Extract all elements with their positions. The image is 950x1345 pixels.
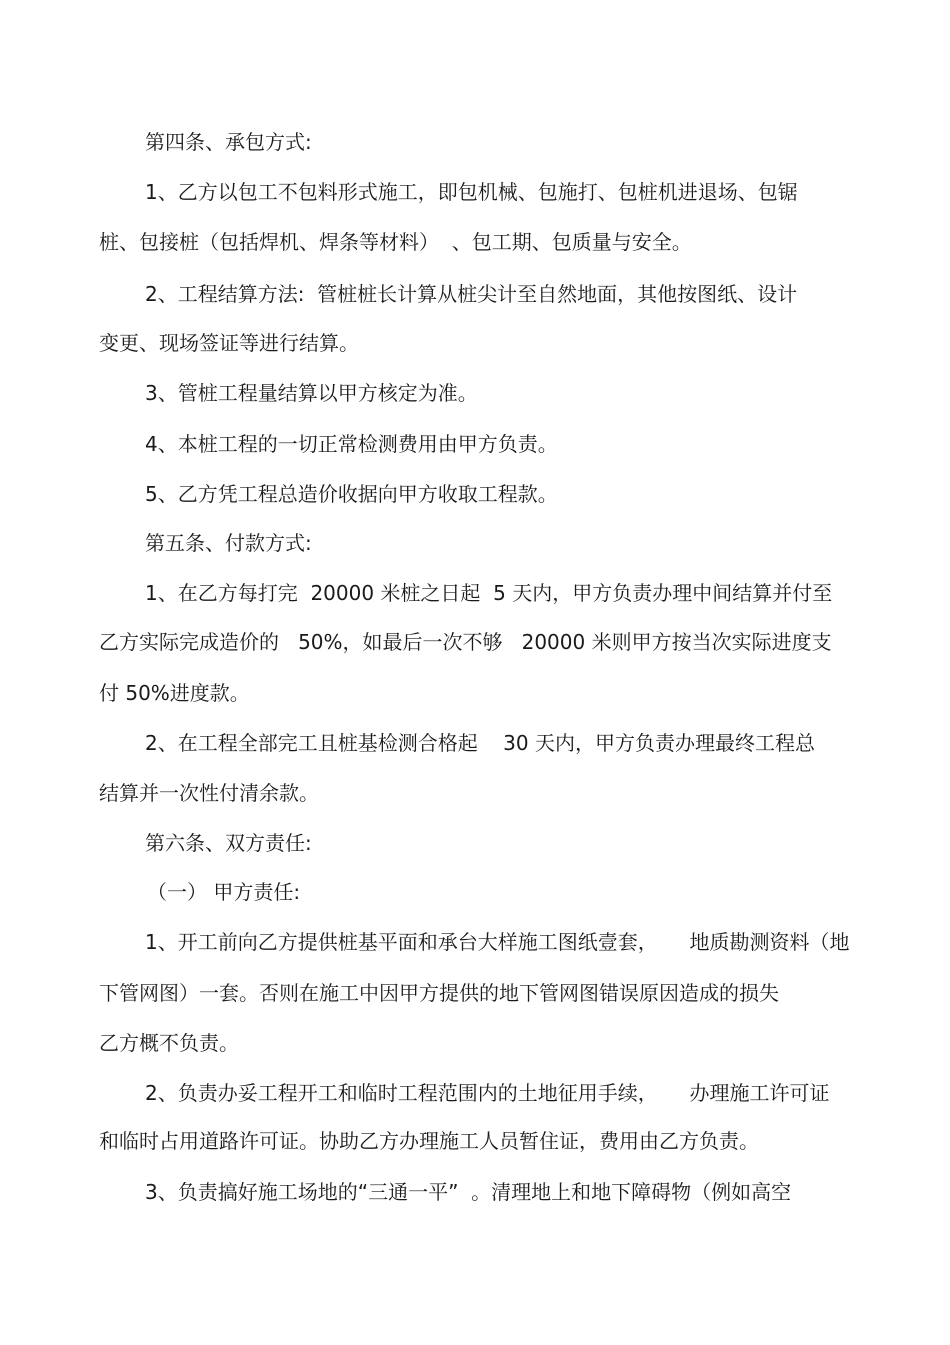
article-6-heading: 第六条、双方责任:	[145, 831, 312, 855]
party-a-item-1-line-3: 乙方概不负责。	[99, 1031, 239, 1055]
article-4-item-3: 3、管桩工程量结算以甲方核定为准。	[145, 381, 478, 405]
article-4-heading: 第四条、承包方式:	[145, 130, 312, 154]
party-a-responsibilities-heading: （一） 甲方责任:	[147, 880, 301, 904]
party-a-item-2-line-1: 2、负责办妥工程开工和临时工程范围内的土地征用手续， 办理施工许可证	[145, 1081, 830, 1105]
article-5-item-2-line-2: 结算并一次性付清余款。	[99, 781, 319, 805]
article-5-heading: 第五条、付款方式:	[145, 531, 312, 555]
article-4-item-2-line-1: 2、工程结算方法: 管桩桩长计算从桩尖计至自然地面，其他按图纸、设计	[145, 282, 798, 306]
article-4-item-2-line-2: 变更、现场签证等进行结算。	[99, 331, 359, 355]
party-a-item-1-line-1: 1、开工前向乙方提供桩基平面和承台大样施工图纸壹套， 地质勘测资料（地	[145, 930, 850, 954]
article-4-item-1-line-2: 桩、包接桩（包括焊机、焊条等材料） 、包工期、包质量与安全。	[99, 230, 692, 254]
article-4-item-5: 5、乙方凭工程总造价收据向甲方收取工程款。	[145, 482, 558, 506]
article-5-item-1-line-2: 乙方实际完成造价的 50%，如最后一次不够 20000 米则甲方按当次实际进度支	[99, 630, 832, 654]
party-a-item-1-line-2: 下管网图）一套。否则在施工中因甲方提供的地下管网图错误原因造成的损失	[99, 981, 779, 1005]
party-a-item-3-line-1: 3、负责搞好施工场地的“三通一平” 。清理地上和地下障碍物（例如高空	[145, 1180, 792, 1204]
article-4-item-4: 4、本桩工程的一切正常检测费用由甲方负责。	[145, 432, 558, 456]
article-5-item-1-line-1: 1、在乙方每打完 20000 米桩之日起 5 天内，甲方负责办理中间结算并付至	[145, 581, 833, 605]
article-4-item-1-line-1: 1、乙方以包工不包料形式施工，即包机械、包施打、包桩机进退场、包锯	[145, 180, 798, 204]
article-5-item-1-line-3: 付 50%进度款。	[99, 681, 250, 705]
party-a-item-2-line-2: 和临时占用道路许可证。协助乙方办理施工人员暂住证，费用由乙方负责。	[99, 1129, 759, 1153]
article-5-item-2-line-1: 2、在工程全部完工且桩基检测合格起 30 天内，甲方负责办理最终工程总	[145, 731, 815, 755]
